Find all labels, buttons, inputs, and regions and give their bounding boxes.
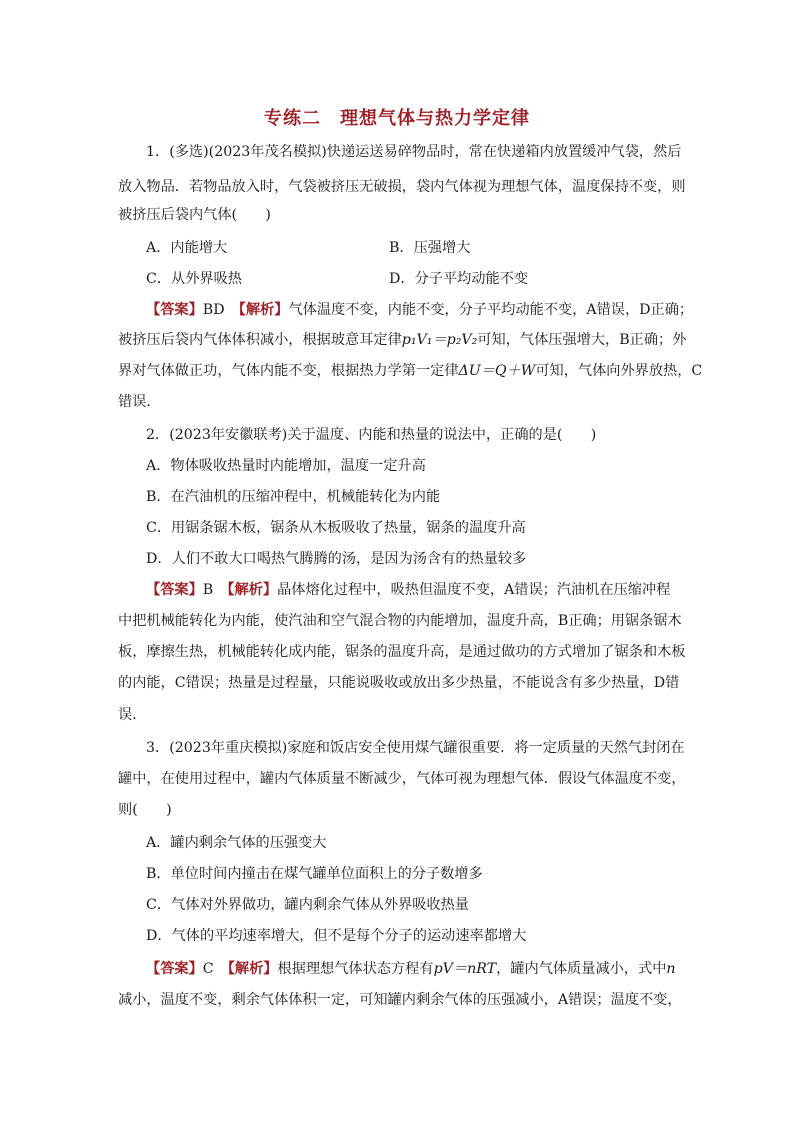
q1-analysis-text: 可知，气体压强增大，B正确；外 [477, 332, 687, 348]
analysis-tag: 【解析】 [227, 961, 278, 977]
q2-option-c: C．用锯条锯木板，锯条从木板吸收了热量，锯条的温度升高 [146, 520, 526, 536]
q1-option-c: C．从外界吸热 [146, 271, 242, 287]
symbol-n: n [666, 961, 676, 977]
q1-answer-line-2 [118, 333, 686, 347]
q3-option-c: C．气体对外界做功，罐内剩余气体从外界吸收热量 [146, 897, 469, 913]
q3-analysis-text: ，罐内气体质量减小，式中 [496, 961, 667, 977]
q1-option-b: B．压强增大 [389, 240, 471, 256]
analysis-tag: 【解析】 [238, 302, 289, 318]
q1-stem-line-3: 被挤压后袋内气体( ) [118, 207, 271, 223]
q2-option-d: D．人们不敢大口喝热气腾腾的汤，是因为汤含有的热量较多 [146, 551, 527, 567]
q1-option-a: A．内能增大 [146, 240, 228, 256]
q2-answer-line-4: 的内能，C错误；热量是过程量，只能说吸收或放出多少热量，不能说含有多少热量，D错 [118, 675, 680, 691]
page-title: 专练二 理想气体与热力学定律 [264, 108, 530, 129]
answer-tag: 【答案】 [146, 961, 203, 977]
q1-option-d: D．分子平均动能不变 [389, 271, 529, 287]
q1-stem-line-1: 1．(多选)(2023年茂名模拟)快递运送易碎物品时，常在快递箱内放置缓冲气袋，然后 [146, 144, 682, 160]
q1-answer-line-3 [118, 364, 702, 378]
q2-answer-line-2: 中把机械能转化为内能，使汽油和空气混合物的内能增加，温度升高，B正确；用锯条锯木 [118, 613, 682, 629]
formula-first-law: ΔU＝Q＋W [458, 363, 536, 379]
q3-answer-line-2: 减小，温度不变，剩余气体体积一定，可知罐内剩余气体的压强减小，A错误；温度不变， [118, 992, 682, 1008]
q2-option-b: B．在汽油机的压缩冲程中，机械能转化为内能 [146, 489, 441, 505]
q3-stem-line-3: 则( ) [118, 802, 172, 818]
q2-answer: B [202, 582, 214, 598]
q3-option-d: D．气体的平均速率增大，但不是每个分子的运动速率都增大 [146, 928, 527, 944]
analysis-tag: 【解析】 [227, 582, 278, 598]
q2-answer-line-3: 板，摩擦生热，机械能转化成内能，锯条的温度升高，是通过做功的方式增加了锯条和木板 [118, 644, 686, 660]
q3-stem-line-2: 罐中，在使用过程中，罐内气体质量不断减少，气体可视为理想气体．假设气体温度不变， [118, 771, 686, 787]
q2-stem: 2．(2023年安徽联考)关于温度、内能和热量的说法中，正确的是( ) [146, 427, 597, 443]
q2-option-a: A．物体吸收热量时内能增加，温度一定升高 [146, 458, 426, 474]
q1-analysis-text: 气体温度不变，内能不变，分子平均动能不变，A错误，D正确； [288, 302, 694, 318]
q2-answer-line-1 [146, 583, 670, 597]
q1-analysis-text: 被挤压后袋内气体体积减小，根据玻意耳定律 [118, 332, 402, 348]
q1-answer-line-1 [146, 303, 693, 317]
answer-tag: 【答案】 [146, 302, 203, 318]
q2-analysis-text: 晶体熔化过程中，吸热但温度不变，A错误；汽油机在压缩冲程 [277, 582, 671, 598]
formula-ideal-gas: pV＝nRT [433, 961, 497, 977]
q1-answer-line-4: 错误． [118, 394, 161, 410]
formula-boyle: p₁V₁＝p₂V₂ [401, 332, 478, 348]
q1-analysis-text: 可知，气体向外界放热，C [535, 363, 703, 379]
q3-stem-line-1: 3．(2023年重庆模拟)家庭和饭店安全使用煤气罐很重要．将一定质量的天然气封闭在 [146, 740, 685, 756]
q2-answer-line-5: 误． [118, 707, 147, 723]
q3-answer-line-1 [146, 962, 676, 976]
q3-option-a: A．罐内剩余气体的压强变大 [146, 835, 327, 851]
q1-stem-line-2: 放入物品．若物品放入时，气袋被挤压无破损，袋内气体视为理想气体，温度保持不变，则 [118, 179, 686, 195]
q1-analysis-text: 界对气体做正功，气体内能不变，根据热力学第一定律 [118, 363, 459, 379]
q3-analysis-text: 根据理想气体状态方程有 [277, 961, 434, 977]
q1-answer: BD [202, 302, 225, 318]
answer-tag: 【答案】 [146, 582, 203, 598]
q3-option-b: B．单位时间内撞击在煤气罐单位面积上的分子数增多 [146, 866, 483, 882]
q3-answer: C [202, 961, 214, 977]
